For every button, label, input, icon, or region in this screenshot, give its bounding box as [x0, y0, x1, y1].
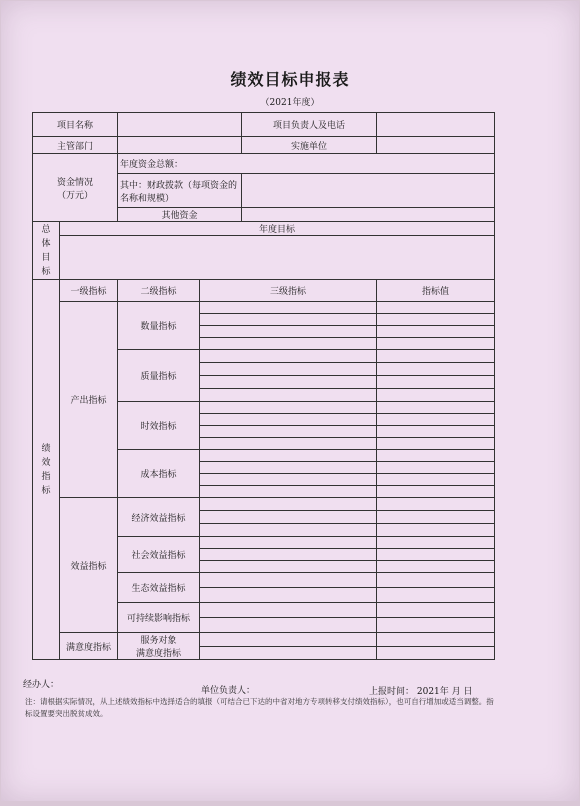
ecological-indicator-label: 生态效益指标: [118, 573, 200, 603]
vertical-char: 体: [41, 238, 51, 249]
level3-cell[interactable]: [200, 326, 377, 338]
value-cell[interactable]: [377, 414, 495, 426]
value-cell[interactable]: [377, 326, 495, 338]
level3-cell[interactable]: [200, 389, 377, 402]
level3-cell[interactable]: [200, 302, 377, 314]
value-cell[interactable]: [377, 524, 495, 537]
value-cell[interactable]: [377, 450, 495, 462]
cost-indicator-label: 成本指标: [118, 450, 200, 498]
performance-target-table: [32, 112, 495, 660]
level3-cell[interactable]: [200, 462, 377, 474]
value-cell[interactable]: [377, 350, 495, 363]
level3-cell[interactable]: [200, 338, 377, 350]
project-name-value[interactable]: [118, 113, 242, 137]
level3-cell[interactable]: [200, 537, 377, 549]
value-cell[interactable]: [377, 376, 495, 389]
value-cell[interactable]: [377, 474, 495, 486]
sustainability-indicator-label: 可持续影响指标: [118, 603, 200, 633]
value-cell[interactable]: [377, 561, 495, 573]
annual-total-label: 年度资金总额：: [118, 154, 495, 174]
value-cell[interactable]: [377, 537, 495, 549]
dept-value[interactable]: [118, 137, 242, 154]
level3-cell[interactable]: [200, 450, 377, 462]
vertical-char: 指: [41, 471, 51, 482]
level3-cell[interactable]: [200, 633, 377, 647]
economic-indicator-label: 经济效益指标: [118, 498, 200, 537]
level3-cell[interactable]: [200, 426, 377, 438]
vertical-char: 目: [41, 252, 51, 263]
form-note: 注：请根据实际情况，从上述绩效指标中选择适合的填报（可结合已下达的中省对地方专项转移支付绩效指标），也可自行增加或适当调整。指标设置要突出脱贫成效。: [25, 697, 494, 718]
fiscal-label: 其中：财政拨款（每项资金的名称和规模）: [118, 174, 242, 208]
value-cell[interactable]: [377, 498, 495, 511]
service-target-label: 服务对象: [140, 636, 177, 646]
value-cell[interactable]: [377, 402, 495, 414]
vertical-char: 效: [41, 457, 51, 468]
vertical-char: 标: [41, 266, 51, 277]
other-funds-label: 其他资金: [118, 208, 242, 222]
form-year: （2021年度）: [260, 98, 320, 108]
funds-label-line2: （万元）: [57, 190, 94, 201]
col-value-header: 指标值: [377, 280, 495, 302]
project-manager-label: 项目负责人及电话: [242, 113, 377, 137]
vertical-char: 绩: [41, 443, 51, 454]
value-cell[interactable]: [377, 633, 495, 647]
level3-cell[interactable]: [200, 549, 377, 561]
satisfaction-label: 满意度指标: [60, 633, 118, 660]
value-cell[interactable]: [377, 588, 495, 603]
value-cell[interactable]: [377, 486, 495, 498]
level3-cell[interactable]: [200, 376, 377, 389]
benefit-indicator-label: 效益指标: [60, 498, 118, 633]
perf-indicator-side-label: [33, 280, 60, 660]
level3-cell[interactable]: [200, 314, 377, 326]
value-cell[interactable]: [377, 573, 495, 588]
level3-cell[interactable]: [200, 474, 377, 486]
value-cell[interactable]: [377, 646, 495, 660]
annual-goal-value[interactable]: [60, 236, 495, 280]
value-cell[interactable]: [377, 603, 495, 618]
impl-unit-label: 实施单位: [242, 137, 377, 154]
output-indicator-label: 产出指标: [60, 302, 118, 498]
form-title: 绩效目标申报表: [230, 70, 350, 89]
annual-goal-label: 年度目标: [60, 222, 495, 236]
level3-cell[interactable]: [200, 588, 377, 603]
level3-cell[interactable]: [200, 363, 377, 376]
level3-cell[interactable]: [200, 603, 377, 618]
funds-label: [33, 154, 118, 222]
report-time: 上报时间： 2021年 月 日: [369, 687, 473, 697]
service-target-satisfaction-label: [118, 633, 200, 660]
funds-label-line1: 资金情况: [57, 177, 94, 188]
project-manager-value[interactable]: [377, 113, 495, 137]
level3-cell[interactable]: [200, 573, 377, 588]
col-level2-header: 二级指标: [118, 280, 200, 302]
value-cell[interactable]: [377, 549, 495, 561]
value-cell[interactable]: [377, 438, 495, 450]
col-level3-header: 三级指标: [200, 280, 377, 302]
impl-unit-value[interactable]: [377, 137, 495, 154]
level3-cell[interactable]: [200, 498, 377, 511]
level3-cell[interactable]: [200, 524, 377, 537]
level3-cell[interactable]: [200, 402, 377, 414]
vertical-char: 总: [41, 224, 51, 235]
unit-head-label: 单位负责人：: [201, 686, 256, 696]
other-funds-value[interactable]: [242, 208, 495, 222]
level3-cell[interactable]: [200, 561, 377, 573]
value-cell[interactable]: [377, 338, 495, 350]
value-cell[interactable]: [377, 363, 495, 376]
level3-cell[interactable]: [200, 438, 377, 450]
fiscal-value[interactable]: [242, 174, 495, 208]
value-cell[interactable]: [377, 462, 495, 474]
value-cell[interactable]: [377, 511, 495, 524]
project-name-label: 项目名称: [33, 113, 118, 137]
social-indicator-label: 社会效益指标: [118, 537, 200, 573]
col-level1-header: 一级指标: [60, 280, 118, 302]
handler-label: 经办人：: [23, 680, 60, 690]
level3-cell[interactable]: [200, 618, 377, 633]
level3-cell[interactable]: [200, 486, 377, 498]
value-cell[interactable]: [377, 389, 495, 402]
level3-cell[interactable]: [200, 414, 377, 426]
satisfaction-index-label: 满意度指标: [136, 649, 182, 659]
value-cell[interactable]: [377, 314, 495, 326]
quantity-indicator-label: 数量指标: [118, 302, 200, 350]
value-cell[interactable]: [377, 426, 495, 438]
level3-cell[interactable]: [200, 511, 377, 524]
timeliness-indicator-label: 时效指标: [118, 402, 200, 450]
level3-cell[interactable]: [200, 350, 377, 363]
value-cell[interactable]: [377, 618, 495, 633]
level3-cell[interactable]: [200, 646, 377, 660]
overall-goal-label: [33, 222, 60, 280]
quality-indicator-label: 质量指标: [118, 350, 200, 402]
vertical-char: 标: [41, 485, 51, 496]
dept-label: 主管部门: [33, 137, 118, 154]
value-cell[interactable]: [377, 302, 495, 314]
form-sheet: [1, 1, 579, 801]
